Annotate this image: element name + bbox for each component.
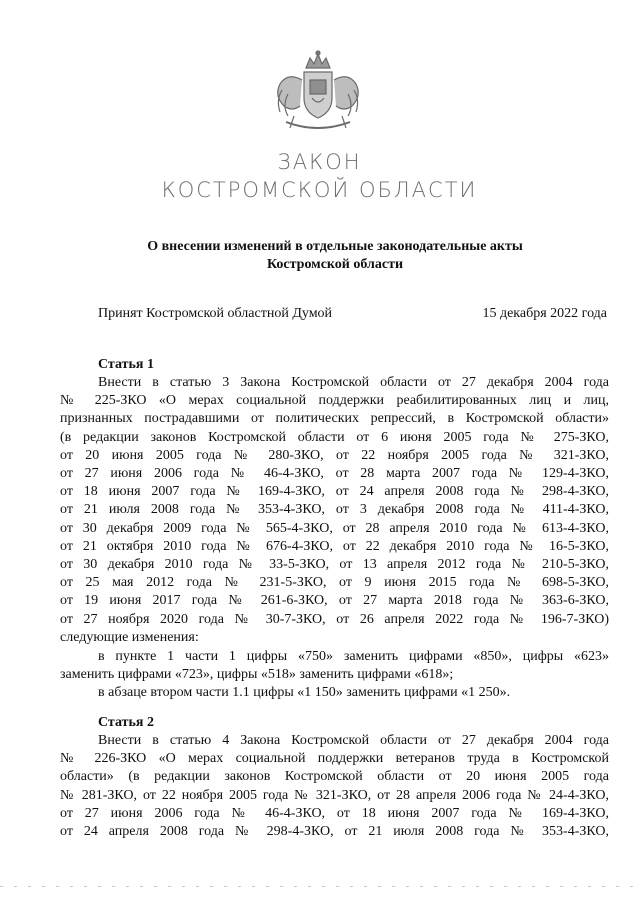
- scan-artifact: [0, 886, 639, 887]
- text-line: от 27 ноября 2020 года № 30-7-ЗКО, от 26 апреля 2022 года № 196-7-ЗКО): [60, 611, 609, 627]
- law-subject: [0, 238, 639, 274]
- text-line: в пункте 1 части 1 цифры «750» заменить цифрами «850», цифры «623»: [98, 649, 609, 664]
- text-line: от 27 июня 2006 года № 46-4-ЗКО, от 18 июня 2007 года № 169-4-ЗКО,: [60, 805, 609, 821]
- article-1-paragraph-3: [60, 684, 609, 702]
- text-line: от 30 декабря 2009 года № 565-4-ЗКО, от 28 апреля 2010 года № 613-4-ЗКО,: [60, 520, 609, 536]
- text-line: следующие изменения:: [60, 629, 199, 645]
- adoption-line: [98, 306, 607, 322]
- text-line: от 25 мая 2012 года № 231-5-ЗКО, от 9 июня 2015 года № 698-5-ЗКО,: [60, 575, 609, 591]
- article-2-heading: Статья 2: [98, 715, 154, 730]
- text-line: Внести в статью 4 Закона Костромской области от 27 декабря 2004 года: [98, 733, 609, 748]
- law-region: КОСТРОМСКОЙ ОБЛАСТИ: [161, 178, 478, 202]
- article-1-heading: Статья 1: [98, 357, 154, 372]
- article-1-paragraph-1: [60, 374, 609, 647]
- text-line: № 281-ЗКО, от 22 ноября 2005 года № 321-ЗКО, от 28 апреля 2006 года № 24-4-ЗКО,: [60, 787, 609, 803]
- text-line: № 226-ЗКО «О мерах социальной поддержки ветеранов труда в Костромской: [60, 751, 609, 767]
- law-subject-line: Костромской области: [266, 257, 404, 272]
- text-line: от 24 апреля 2008 года № 298-4-ЗКО, от 21 июля 2008 года № 353-4-ЗКО,: [60, 824, 609, 840]
- article-1-paragraph-2: [60, 648, 609, 684]
- text-line: от 21 июля 2008 года № 353-4-ЗКО, от 3 декабря 2008 года № 411-4-ЗКО,: [60, 502, 609, 518]
- text-line: № 225-ЗКО «О мерах социальной поддержки реабилитированных лиц и лиц,: [60, 393, 609, 409]
- text-line: Внести в статью 3 Закона Костромской области от 27 декабря 2004 года: [98, 375, 609, 390]
- text-line: от 19 июня 2017 года № 261-6-ЗКО, от 27 марта 2018 года № 363-6-ЗКО,: [60, 593, 609, 609]
- text-line: заменить цифрами «723», цифры «518» заменить цифрами «618»;: [60, 667, 454, 683]
- text-line: в абзаце втором части 1.1 цифры «1 150» заменить цифрами «1 250».: [98, 685, 511, 700]
- adopted-by: Принят Костромской областной Думой: [98, 306, 333, 321]
- text-line: от 21 октября 2010 года № 676-4-ЗКО, от 22 декабря 2010 года № 16-5-ЗКО,: [60, 538, 609, 554]
- text-line: признанных пострадавшими от политических репрессий, в Костромской области»: [60, 411, 609, 427]
- law-title: ЗАКОН: [277, 150, 362, 174]
- text-line: области» (в редакции законов Костромской области от 20 июня 2005 года: [60, 769, 609, 785]
- text-line: от 20 июня 2005 года № 280-ЗКО, от 22 ноября 2005 года № 321-ЗКО,: [60, 447, 609, 463]
- law-subject-line: О внесении изменений в отдельные законодательные акты: [147, 239, 523, 254]
- text-line: от 18 июня 2007 года № 169-4-ЗКО, от 24 апреля 2008 года № 298-4-ЗКО,: [60, 484, 609, 500]
- coat-of-arms-icon: [266, 50, 370, 138]
- adoption-date: 15 декабря 2022 года: [482, 306, 607, 321]
- text-line: (в редакции законов Костромской области от 6 июня 2005 года № 275-ЗКО,: [60, 429, 609, 445]
- article-2-paragraph-1: [60, 732, 609, 841]
- text-line: от 30 декабря 2010 года № 33-5-ЗКО, от 13 апреля 2012 года № 210-5-ЗКО,: [60, 557, 609, 573]
- text-line: от 27 июня 2006 года № 46-4-ЗКО, от 28 марта 2007 года № 129-4-ЗКО,: [60, 466, 609, 482]
